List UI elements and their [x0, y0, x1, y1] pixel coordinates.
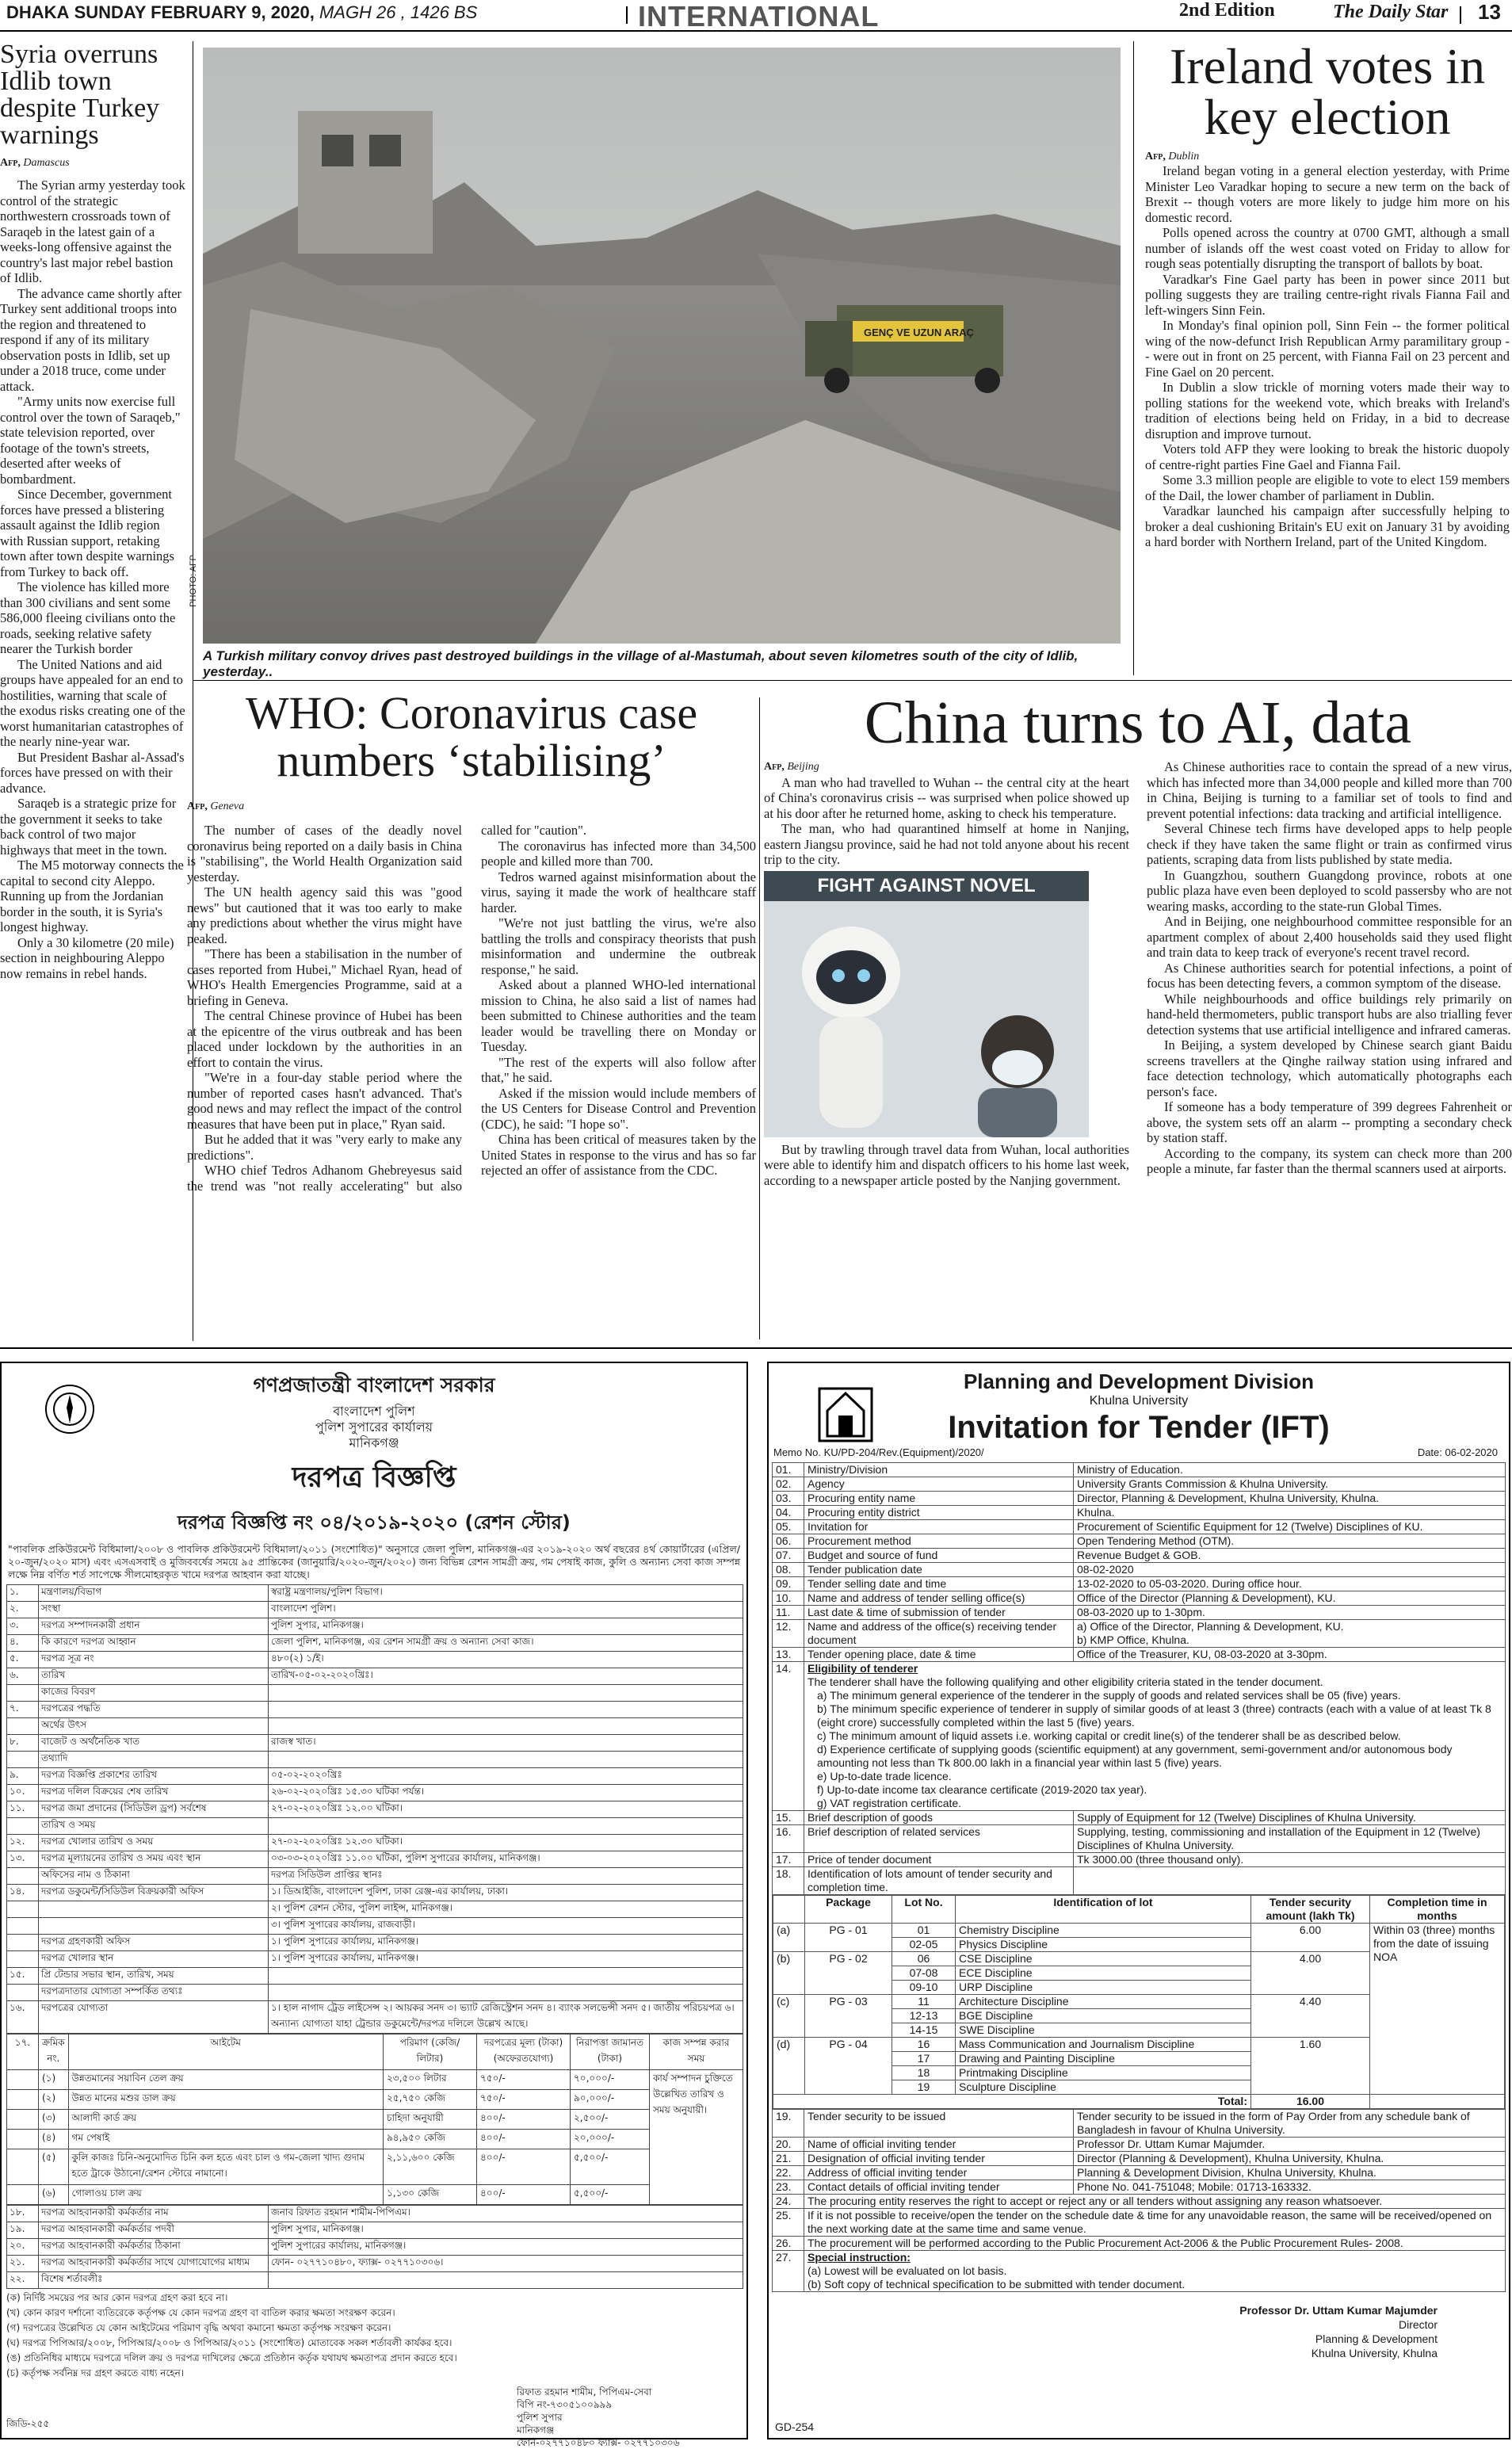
- memo-number: Memo No. KU/PD-204/Rev.(Equipment)/2020/: [773, 1446, 984, 1458]
- memo-date: Date: 06-02-2020: [1417, 1446, 1498, 1458]
- column-rule: [1133, 41, 1134, 675]
- special-item: (b) Soft copy of technical specification to be submitted with tender document.: [808, 2278, 1186, 2290]
- signature-line: পুলিশ সুপার: [517, 2412, 563, 2423]
- note-row: 24. The procuring entity reserves the right to accept or reject any or all tenders without assigning any reason whatsoever.: [773, 2195, 1506, 2209]
- condition-item: (গ) দরপত্রের উল্লেখিত যে কোন আইটেমের পরিমাণ বৃদ্ধি অথবা কমানো ক্ষমতা কর্তৃপক্ষ সংরক্ষণ করেন।: [6, 2322, 391, 2333]
- tender-details-table: [772, 1462, 1506, 2292]
- tender-title: Invitation for Tender (IFT): [948, 1410, 1330, 1445]
- table-row: ২২. বিশেষ শর্তাবলীঃ: [7, 2272, 743, 2289]
- table-row: ২. সংস্থা বাংলাদেশ পুলিশ।: [7, 1602, 743, 1618]
- office-name: পুলিশ সুপারের কার্যালয়: [315, 1419, 433, 1435]
- signature-line: বিপি নং-৭৩০৫১০০৯৯৯: [517, 2399, 613, 2410]
- table-row: দরপত্রদাতার যোগ্যতা সম্পর্কিত তথ্যঃ: [7, 1985, 743, 2001]
- table-row: 11. Last date & time of submission of tender 08-03-2020 up to 1-30pm.: [773, 1606, 1506, 1620]
- notice-title: দরপত্র বিজ্ঞপ্তি: [292, 1461, 456, 1494]
- signature-line: Director: [1398, 2318, 1438, 2331]
- table-row: 17. Price of tender document Tk 3000.00 (three thousand only).: [773, 1853, 1506, 1867]
- university-name: Khulna University: [1089, 1394, 1189, 1408]
- notice-details-table: [6, 1584, 743, 2034]
- article-china: [764, 691, 1512, 1341]
- division-name: Planning and Development Division: [963, 1370, 1315, 1393]
- table-row: (১) উন্নতমানের সয়াবিন তেল ক্রয় ২৩,৫০০ লিটার ৭৫০/- ৭০,০০০/- কার্য সম্পাদন চুক্তিতে উল্লেখিত তারিখ ও সময় অনুযায়ী।: [7, 2070, 743, 2090]
- table-row: ১৯. দরপত্র আহবানকারী কর্মকর্তার পদবী পুলিশ সুপার, মানিকগঞ্জ।: [7, 2222, 743, 2239]
- eligibility-item: a) The minimum general experience of the tenderer in the supply of goods and related services shall be 05 (five) years.: [817, 1689, 1401, 1702]
- table-row: 16. Brief description of related services Supplying, testing, commissioning and installation of the Equipment in 12 (Twelve) Disciplines of Khulna University.: [773, 1825, 1506, 1853]
- table-row: 21. Designation of official inviting tender Director (Planning & Development), Khulna University, Khulna.: [773, 2152, 1506, 2166]
- coronavirus-inset-graphic: [764, 871, 1089, 1137]
- newspaper-brand: The Daily Star: [1333, 2, 1449, 22]
- lot-row: (b) PG - 02 06 CSE Discipline 4.00: [773, 1952, 1505, 1966]
- article-who: [187, 687, 756, 1339]
- ad-code: GD-254: [775, 2420, 815, 2433]
- lot-row: 18 Printmaking Discipline: [773, 2066, 1505, 2080]
- china-headline: China turns to AI, data: [864, 690, 1412, 756]
- table-row: ১৬. দরপত্রের যোগ্যতা ১। হাল নাগাদ ট্রেড লাইসেন্স ২। আয়কর সনদ ৩। ভ্যাট রেজিস্ট্রেশন সনদ ৪। ব্যাংক সলভেন্সী সনদ ৫। জাতীয় পরিচয়পত্র ৬। অন্যান্য যোগ্যতা যাহা ট্রেন্ডার ডকুমেন্টে/দরপত্র দলিলে উল্লেখ আছে।: [7, 2001, 743, 2034]
- eligibility-item: b) The minimum specific experience of tenderer in supply of similar goods of at least 3 (three) contracts (each with a value of at least Tk 8 (eight crore) successfully completed within the last 5 (five) years.: [817, 1702, 1491, 1729]
- special-conditions: [6, 2290, 742, 2381]
- note-row: 26. The procurement will be performed according to the Public Procurement Act-2006 & the Public Procurement Rules- 2008.: [773, 2237, 1506, 2251]
- table-row: ২১. দরপত্র আহবানকারী কর্মকর্তার সাথে যোগাযোগের মাধ্যম ফোন- ০২৭৭১০৪৮০, ফ্যাক্স- ০২৭৭১০৩০৬।: [7, 2256, 743, 2272]
- edition-label: 2nd Edition: [1179, 0, 1275, 21]
- condition-item: (খ) কোন কারণ দর্শানো ব্যতিরেকে কর্তৃপক্ষ যে কোন দরপত্র গ্রহণ বা বাতিল করার ক্ষমতা সংরক্ষণ করেন।: [6, 2307, 395, 2318]
- condition-item: (চ) কর্তৃপক্ষ সর্বনিম্ন দর গ্রহণ করতে বাধ্য নহেন।: [6, 2367, 185, 2378]
- signature-block: [517, 2386, 680, 2449]
- table-row: ৪. কি কারণে দরপত্র আহ্বান জেলা পুলিশ, মানিকগঞ্জ, এর রেশন সামগ্রী ক্রয় ও অন্যান্য সেবা কাজ।: [7, 1635, 743, 1652]
- university-logo-icon: [818, 1387, 873, 1442]
- syria-body: The Syrian army yesterday took control of the strategic northwestern crossroads town of Saraqeb in the latest gain of a weeks-long offensive against the country's last major rebel bastion of Idlib. The advance came shortly after Turkey sent additional troops into the region and threatened to respond if any of its military observation posts in Idlib, set up under a 2018 truce, come under attack. "Army units now exercise full control over the town of Saraqeb," state television reported, over footage of the town's streets, deserted after weeks of bombardment. Since December, government forces have pressed a blistering assault against the Idlib region with Russian support, retaking town after town despite warnings from Turkey to back off. The violence has killed more than 300 civilians and sent some 586,000 fleeing civilians onto the roads, seeking relative safety nearer the Turkish border The United Nations and aid groups have appealed for an end to hostilities, warning that scale of the exodus risks creating one of the worst humanitarian catastrophes of the nearly nine-year war. But President Bashar al-Assad's forces have pressed on with their advance. Saraqeb is a strategic prize for the government it seeks to take back control of two major highways that meet in the town. The M5 motorway connects the capital to second city Aleppo. Running up from the Jordanian border in the south, it is Syria's longest highway. Only a 30 kilometre (20 mile) section in neighbouring Aleppo now remains in rebel hands.: [0, 178, 185, 981]
- table-row: 08. Tender publication date 08-02-2020: [773, 1563, 1506, 1577]
- table-row: 06. Procurement method Open Tendering Method (OTM).: [773, 1534, 1506, 1549]
- eligibility-item: c) The minimum amount of liquid assets i.e. working capital or credit line(s) of the tenderer shall be as described below.: [817, 1729, 1401, 1742]
- syria-headline: Syria overruns Idlib town despite Turkey warnings: [0, 40, 160, 150]
- signature-line: রিফাত রহমান শামীম, পিপিএম-সেবা: [517, 2386, 652, 2397]
- photo-credit: PHOTO: AFP: [189, 555, 198, 607]
- who-headline: WHO: Coronavirus case numbers ‘stabilising’: [245, 687, 698, 786]
- signature-line: Khulna University, Khulna: [1311, 2347, 1438, 2359]
- signature-line: Planning & Development: [1315, 2332, 1438, 2345]
- notice-header: [2, 1370, 746, 1540]
- notice-intro: "পাবলিক প্রকিউরমেন্ট বিধিমালা/২০০৮ ও পাবলিক প্রকিউরমেন্ট বিধিমালা/২০১১ (সংশোধিত)" অনুসারে জেলা পুলিশ, মানিকগঞ্জ-এর ২০১৯-২০২০ অর্থ বছরের ৪র্থ কোয়ার্টারের (এপ্রিল/২০-জুন/২০২০ মাস) এবং এসএসবাই ও মুজিববর্ষের সময়ে ৯৫ প্রান্তিকের (জানুয়ারি/২০২০-জুন/২০২০) জন্য বিভিন্ন রেশন সামগ্রী ক্রয়, গম পেষাই কাজ, কুলি ও অন্যান্য সেবা কাজ সম্পন্ন লক্ষে নিম্ন বর্ণিত শর্ত সাপেক্ষে সীলমোহরকৃত খামে দরপত্র আহবান করা যাচ্ছে।: [8, 1543, 740, 1580]
- masthead-divider: [1460, 6, 1461, 24]
- table-row: তথ্যাদি: [7, 1752, 743, 1768]
- lot-row: 07-08 ECE Discipline: [773, 1966, 1505, 1981]
- rubble-scene-illustration: [203, 48, 1121, 644]
- lot-row: 14-15 SWE Discipline: [773, 2023, 1505, 2038]
- signature-line: মানিকগঞ্জ: [517, 2424, 555, 2436]
- table-row: ১৪. দরপত্র ডকুমেন্ট/সিডিউল বিক্রয়কারী অফিস ১। ডিআইজি, বাংলাদেশ পুলিশ, ঢাকা রেঞ্জ-এর কার্যালয়, ঢাকা।: [7, 1885, 743, 1901]
- table-row: ১৮. দরপত্র আহবানকারী কর্মকর্তার নাম জনাব রিফাত রহমান শামীম-পিপিএম।: [7, 2206, 743, 2222]
- table-row: ৩। পুলিশ সুপারের কার্যালয়, রাজবাড়ী।: [7, 1918, 743, 1935]
- masthead: [0, 0, 1512, 32]
- notice-tail-table: [6, 2205, 743, 2289]
- table-row: ১০. দরপত্র দলিল বিক্রয়ের শেষ তারিখ ২৬-০২-২০২০খ্রিঃ ১৫.৩০ ঘটিকা পর্যন্ত।: [7, 1785, 743, 1801]
- table-row: ৬. তারিখ তারিখ-০৫-০২-২০২০খ্রিঃ।: [7, 1668, 743, 1685]
- ireland-body: Ireland began voting in a general election yesterday, with Prime Minister Leo Varadkar hoping to secure a new term on the back of Brexit -- though voters are more likely to judge him more on his domestic record. Polls opened across the country at 0700 GMT, although a small number of islands off the west coast voted on Friday to allow for rough seas potentially disrupting the transport of ballots by boat. Varadkar's Fine Gael party has been in power since 2011 but polling suggests they are trailing centre-right rivals Fianna Fail and left-wingers Sinn Fein. In Monday's final opinion poll, Sinn Fein -- the former political wing of the now-defunct Irish Republican Army paramilitary group -- were out in front on 25 percent, with Fianna Fail on 23 percent and Fine Gael on 20 percent. In Dublin a slow trickle of morning voters made their way to polling stations for the weekend vote, which breaks with Ireland's tradition of elections being held on Friday, in a bid to decrease disruption and improve turnout. Voters told AFP they were looking to break the historic duopoly of centre-right parties Fine Gael and Fianna Fail. Some 3.3 million people are eligible to vote to elect 159 members of the Dail, the lower chamber of parliament in Dublin. Varadkar launched his campaign after successfully helping to broker a deal cushioning Britain's EU exit on January 31 by avoiding a hard border with Northern Ireland, part of the United Kingdom.: [1145, 163, 1510, 549]
- table-row: ৩. দরপত্র সম্পাদনকারী প্রধান পুলিশ সুপার, মানিকগঞ্জ।: [7, 1618, 743, 1635]
- section-rule: [0, 1347, 1512, 1349]
- table-row: ১১. দরপত্র জমা প্রদানের (সিডিউল ড্রপ) সর্বশেষ ২৭-০২-২০২০খ্রিঃ ১২.০০ ঘটিকা।: [7, 1801, 743, 1818]
- table-row: 19. Tender security to be issued Tender security to be issued in the form of Pay Order from any schedule bank of Bangladesh in favour of Khulna University.: [773, 2110, 1506, 2138]
- eligibility-row: 14. Eligibility of tenderer The tenderer shall have the following qualifying and other eligibility criteria stated in the tender document. a) The minimum general experience of the tenderer in the supply of goods and related services shall be 05 (five) years. b) The minimum specific experience of tenderer in supply of similar goods of at least 3 (three) contracts (each with a value of at least Tk 8 (eight crore) successfully completed within the last 5 (five) years. c) The minimum amount of liquid assets i.e. working capital or credit line(s) of the tenderer shall be as described below. d) Experience certificate of supplying goods (scientific equipment) at any government, semi-government and/or autonomous body amounting not less than Tk 800.00 lakh in a financial year within last 5 (five) years. e) Up-to-date trade licence. f) Up-to-date income tax clearance certificate (2019-2020 tax year). g) VAT registration certificate.: [773, 1662, 1506, 1811]
- article-ireland: [1145, 38, 1510, 674]
- table-row: 23. Contact details of official inviting tender Phone No. 041-751048; Mobile: 01713-163332.: [773, 2180, 1506, 2195]
- eligibility-item: g) VAT registration certificate.: [817, 1797, 962, 1809]
- table-row: ১৩. দরপত্র মূল্যায়নের তারিখ ও সময় এবং স্থান ০৩-০৩-২০২০খ্রিঃ ১১.০০ ঘটিকা, পুলিশ সুপারের কার্যালয়, মানিকগঞ্জ।: [7, 1851, 743, 1868]
- ad-ku-tender: [767, 1362, 1510, 2439]
- table-row: ১৫. প্রি টেন্ডার সভার স্থান, তারিখ, সময়: [7, 1968, 743, 1985]
- lots-total-row: Total: 16.00: [773, 2095, 1505, 2109]
- table-row: 12. Name and address of the office(s) receiving tender document a) Office of the Director, Planning & Development, KU. b) KMP Office, Khulna.: [773, 1620, 1506, 1648]
- table-row: 10. Name and address of tender selling office(s) Office of the Director (Planning & Development), KU.: [773, 1591, 1506, 1606]
- who-body: The number of cases of the deadly novel coronavirus being reported on a daily basis in China is "stabilising", the World Health Organization said yesterday. The UN health agency said this was "good news" but cautioned that it was too early to make any predictions about whether the virus might have peaked. "There has been a stabilisation in the number of cases reported from Hubei," Michael Ryan, head of WHO's Health Emergencies Programme, said at a briefing in Geneva. The central Chinese province of Hubei has been at the epicentre of the virus outbreak and has been placed under lockdown by the authorities in an effort to contain the virus. "We're in a four-day stable period where the number of reported cases hasn't advanced. That's good news and may reflect the impact of the control measures that have been put in place," Ryan said. But he added that it was "very early to make any predictions". WHO chief Tedros Adhanom Ghebreyesus said the trend was "not really accelerating" but also called for "caution". The coronavirus has infected more than 34,500 people and killed more than 700. Tedros warned against misinformation about the virus, saying it made the work of healthcare staff harder. "We're not just battling the virus, we're also battling the trolls and conspiracy theorists that push misinformation and undermine the outbreak response," he said. Asked about a planned WHO-led international mission to China, he also said a list of names had been submitted to Chinese authorities and the team leader would be travelling there on Monday or Tuesday. "The rest of the experts will also follow after that," he said. Asked if the mission would include members of the US Centers for Disease Control and Prevention (CDC), he said: "I hope so". China has been critical of measures taken by the United States in response to the virus and has so far rejected an offer of assistance from the CDC.: [187, 823, 756, 1194]
- syria-byline: Afp, Damascus: [0, 157, 70, 169]
- eligibility-item: f) Up-to-date income tax clearance certificate (2019-2020 tax year).: [817, 1783, 1147, 1796]
- table-row: অফিসের নাম ও ঠিকানা দরপত্র সিডিউল প্রাপ্তির স্থানঃ: [7, 1868, 743, 1885]
- ku-signature-block: [769, 2303, 1438, 2360]
- signature-line: ফোন-০২৭৭১০৪৮০ ফ্যাক্স- ০২৭৭১০৩০৬: [517, 2437, 680, 2448]
- who-byline: Afp, Geneva: [187, 800, 245, 812]
- table-row: 01. Ministry/Division Ministry of Education.: [773, 1463, 1506, 1477]
- notice-items-table: [6, 2034, 743, 2205]
- table-row: ২। পুলিশ রেশন স্টোর, পুলিশ লাইন্স, মানিকগঞ্জ।: [7, 1901, 743, 1918]
- table-row: দরপত্র গ্রহণকারী অফিস ১। পুলিশ সুপারের কার্যালয়, মানিকগঞ্জ।: [7, 1935, 743, 1951]
- table-row: ৮. বাজেট ও অর্থনৈতিক খাত রাজস্ব খাত।: [7, 1735, 743, 1752]
- table-row: 13. Tender opening place, date & time Office of the Treasurer, KU, 08-03-2020 at 3-30pm.: [773, 1648, 1506, 1662]
- table-row: (৪) গম পেষাই ৯৪,৯৫০ কেজি ৪০০/- ২০,০০০/-: [7, 2130, 743, 2149]
- inset-banner: FIGHT AGAINST NOVEL: [764, 871, 1089, 901]
- column-rule: [759, 697, 760, 1339]
- ireland-byline: Afp, Dublin: [1145, 151, 1200, 162]
- condition-item: (ক) নির্দিষ্ট সময়ের পর আর কোন দরপত্র গ্রহণ করা হবে না।: [6, 2292, 228, 2303]
- special-item: (a) Lowest will be evaluated on lot basis.: [808, 2264, 1007, 2277]
- lot-row: 17 Drawing and Painting Discipline: [773, 2052, 1505, 2066]
- table-row: 04. Procuring entity district Khulna.: [773, 1506, 1506, 1520]
- lot-row: 12-13 BGE Discipline: [773, 2009, 1505, 2023]
- memo-line: [773, 1446, 1504, 1462]
- signature-line: Professor Dr. Uttam Kumar Majumder: [1239, 2304, 1438, 2317]
- table-row: 22. Address of official inviting tender Planning & Development Division, Khulna University, Khulna.: [773, 2166, 1506, 2180]
- table-row: (৬) গোলাওয় চাল ক্রয় ১,১৩০ কেজি ৪০০/- ৫,৫০০/-: [7, 2185, 743, 2205]
- table-row: 09. Tender selling date and time 13-02-2020 to 05-03-2020. During office hour.: [773, 1577, 1506, 1591]
- svg-text:GENÇ VE UZUN ARAÇ: GENÇ VE UZUN ARAÇ: [864, 327, 974, 338]
- items-header-row: ১৭. ক্রমিক নং. আইটেম পরিমাণ (কেজি/লিটার) দরপত্রের মূল্য (টাকা) (অফেরতযোগ্য) নিরাপত্তা জামানত (টাকা) কাজ সম্পন্ন করার সময়: [7, 2034, 743, 2070]
- government-name: গণপ্রজাতন্ত্রী বাংলাদেশ সরকার: [253, 1374, 495, 1396]
- condition-item: (ঘ) দরপত্র পিপিআর/২০০৮, পিপিআর/২০০৮ ও পিপিআর/২০১১ (সংশোধিত) মোতাবেক সকল শর্তাবলী কার্যকর হবে।: [6, 2337, 452, 2348]
- lot-row: (d) PG - 04 16 Mass Communication and Journalism Discipline 1.60: [773, 2038, 1505, 2052]
- table-row: দরপত্র খোলার স্থান ১। পুলিশ সুপারের কার্যালয়, মানিকগঞ্জ।: [7, 1951, 743, 1968]
- notice-number: দরপত্র বিজ্ঞপ্তি নং ০৪/২০১৯-২০২০ (রেশন স্টোর): [178, 1511, 571, 1534]
- lot-row: 19 Sculpture Discipline: [773, 2080, 1505, 2095]
- special-instruction-row: 27. Special instruction: (a) Lowest will be evaluated on lot basis. (b) Soft copy of technical specification to be submitted with tender document.: [773, 2251, 1506, 2292]
- eligibility-item: d) Experience certificate of supplying goods (scientific equipment) at any government, semi-government and/or autonomous body amounting not less than Tk 800.00 lakh in a financial year within last 5 (five) years.: [817, 1743, 1453, 1769]
- table-row: 15. Brief description of goods Supply of Equipment for 12 (Twelve) Disciplines of Khulna University.: [773, 1811, 1506, 1825]
- photo-caption: A Turkish military convoy drives past destroyed buildings in the village of al-Mastumah, about seven kilometres south of the city of Idlib, yesterday..: [203, 648, 1079, 679]
- table-row: ২০. দরপত্র আহবানকারী কর্মকর্তার ঠিকানা পুলিশ সুপারের কার্যালয়, মানিকগঞ্জ।: [7, 2239, 743, 2256]
- section-rule: [193, 680, 1512, 681]
- lot-row: 02-05 Physics Discipline: [773, 1938, 1505, 1952]
- table-row: ৯. দরপত্র বিজ্ঞপ্তি প্রকাশের তারিখ ০৫-০২-২০২০খ্রিঃ: [7, 1768, 743, 1785]
- table-row: 03. Procuring entity name Director, Planning & Development, Khulna University, Khulna.: [773, 1492, 1506, 1506]
- lots-row: [773, 1895, 1506, 2110]
- china-byline: Afp, Beijing: [764, 761, 819, 773]
- section-title: INTERNATIONAL: [638, 0, 880, 32]
- table-row: 07. Budget and source of fund Revenue Budget & GOB.: [773, 1549, 1506, 1563]
- masthead-divider: [626, 6, 628, 24]
- district-name: মানিকগঞ্জ: [349, 1435, 399, 1450]
- table-row: অর্থের উৎস: [7, 1718, 743, 1735]
- lot-row: 09-10 URP Discipline: [773, 1981, 1505, 1995]
- lot-row: (c) PG - 03 11 Architecture Discipline 4.40: [773, 1995, 1505, 2009]
- condition-item: (ঙ) প্রতিনিধির মাধ্যমে দরপত্রে দলিল ক্রয় ও দরপত্র দাখিলের ক্ষেত্রে প্রতিষ্ঠান কর্তৃক যথাযথ ক্ষমতাপত্র প্রদান করতে হবে।: [6, 2352, 457, 2363]
- table-row: (৫) কুলি কাজঃ চিনি-অনুমোদিত চিনি কল হতে এবং চাল ও গম-জেলা খাদ্য গুদাম হতে ট্রাকে উঠানো/রেশন স্টোরে নামানো। ২,১১,৬০০ কেজি ৪০০/- ৫,৫০০/-: [7, 2149, 743, 2185]
- ireland-headline: Ireland votes in key election: [1169, 38, 1486, 145]
- table-row: কাজের বিবরণ: [7, 1685, 743, 1702]
- table-row: 18. Identification of lots amount of tender security and completion time.: [773, 1867, 1506, 1895]
- table-row: ১. মন্ত্রণালয়/বিভাগ স্বরাষ্ট্র মন্ত্রণালয়/পুলিশ বিভাগ।: [7, 1585, 743, 1602]
- news-photo-rubble: [203, 48, 1121, 644]
- table-row: তারিখ ও সময়: [7, 1818, 743, 1835]
- article-syria: [0, 41, 185, 1338]
- lots-header: Package Lot No. Identification of lot Tender security amount (lakh Tk) Completion time in months: [773, 1896, 1505, 1924]
- ad-code: জিডি-২৫৫: [6, 2418, 50, 2429]
- table-row: 02. Agency University Grants Commission & Khulna University.: [773, 1477, 1506, 1492]
- note-row: 25. If it is not possible to receive/open the tender on the schedule date & time for any unavoidable reason, the same will be received/opened on the next working date at the same time and same venue.: [773, 2209, 1506, 2237]
- ad-police-tender-notice: [0, 1362, 748, 2448]
- eligibility-item: e) Up-to-date trade licence.: [817, 1770, 952, 1782]
- table-row: (২) উন্নত মানের মশুর ডাল ক্রয় ২৫,৭৫০ কেজি ৭৫০/- ৯০,০০০/-: [7, 2090, 743, 2110]
- police-name: বাংলাদেশ পুলিশ: [333, 1404, 415, 1419]
- government-emblem-icon: [44, 1384, 95, 1435]
- table-row: ৫. দরপত্র সূত্র নং ৪৮০(২) ১/ই।: [7, 1652, 743, 1668]
- table-row: ৭. দরপত্রের পদ্ধতি: [7, 1702, 743, 1718]
- table-row: (৩) আলাদী কার্ড ক্রয় চাহিদা অনুযায়ী ৪০০/- ২,৫০০/-: [7, 2110, 743, 2130]
- china-body: Afp, Beijing A man who had travelled to Wuhan -- the central city at the heart of China's coronavirus crisis -- was surprised when police showed up at his door after he returned home, asking to check his temperature. The man, who had quarantined himself at home in Nanjing, eastern Jiangsu province, said he had not told anyone about his recent trip to the city. FIGHT AGAINST NOVEL But by trawling through travel data from Wuhan, local authorities were able to identify him and dispatch officers to his home last week, according to a newspaper article posted by the Nanjing government. As Chinese authorities race to contain the spread of a new virus, which has infected more than 34,000 people and killed more than 700 in China, Beijing is turning to a familiar set of tools to find and prevent potential infections: data tracking and artificial intelligence. Several Chinese tech firms have developed apps to help people check if they have taken the same flight or train as confirmed virus patients, scraping data from lists published by state media. In Guangzhou, southern Guangdong province, robots at one public plaza have even been deployed to scold passersby who are not wearing masks, according to the state-run Global Times. And in Beijing, one neighbourhood committee responsible for an apartment complex of about 2,400 households said they used flight and train data to keep track of everyone's recent travel record. As Chinese authorities search for potential infections, a point of focus has been detecting fevers, a common symptom of the disease. While neighbourhoods and office buildings rely primarily on hand-held thermometers, public transport hubs are also trialling fever detection systems that use artificial intelligence and infrared cameras. In Beijing, a system developed by Chinese search giant Baidu screens travellers at the Qinghe railway station using infrared and face detection technology, which automatically photographs each person's face. If someone has a body temperature of 399 degrees Fahrenheit or above, the system sets off an alarm -- prompting a secondary check by station staff. According to the company, its system can check more than 200 people a minute, far faster than the thermal scanners used at airports.: [764, 759, 1512, 1188]
- robot-and-child-illustration: [764, 901, 1089, 1137]
- lots-table: [773, 1895, 1505, 2109]
- page-number: 13: [1478, 0, 1501, 24]
- table-row: ১২. দরপত্র খোলার তারিখ ও সময় ২৭-০২-২০২০খ্রিঃ ১২.৩০ ঘটিকা।: [7, 1835, 743, 1851]
- table-row: 05. Invitation for Procurement of Scientific Equipment for 12 (Twelve) Disciplines of KU.: [773, 1520, 1506, 1534]
- lot-row: (a) PG - 01 01 Chemistry Discipline 6.00 Within 03 (three) months from the date of issuing NOA: [773, 1924, 1505, 1938]
- table-row: 20. Name of official inviting tender Professor Dr. Uttam Kumar Majumder.: [773, 2138, 1506, 2152]
- issue-date: DHAKA SUNDAY FEBRUARY 9, 2020, MAGH 26 , 1426 BS: [6, 2, 478, 22]
